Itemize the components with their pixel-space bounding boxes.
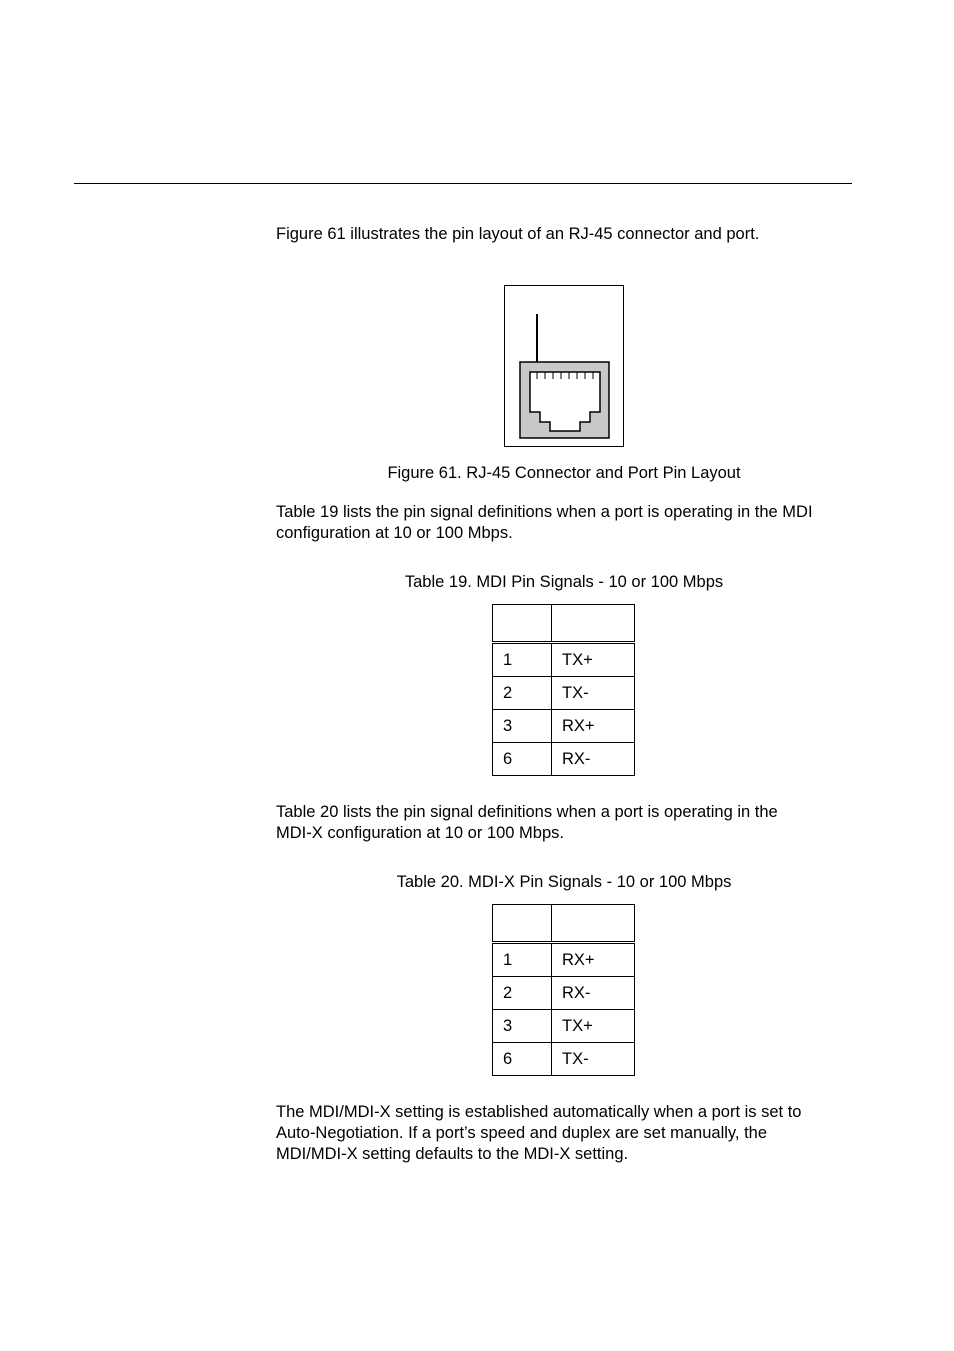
pin-header — [493, 905, 552, 943]
signal-cell: RX+ — [552, 943, 635, 977]
signal-cell: TX+ — [552, 1010, 635, 1043]
table20-intro — [276, 802, 856, 844]
signal-header — [552, 605, 635, 643]
table-header-row — [493, 905, 635, 943]
table19-intro-line1: Table 19 lists the pin signal definitions when a port is operating in the MDI — [276, 503, 813, 521]
closing-line1: The MDI/MDI-X setting is established automatically when a port is set to — [276, 1103, 802, 1121]
header-rule — [74, 183, 852, 184]
table20-caption: Table 20. MDI-X Pin Signals - 10 or 100 Mbps — [396, 873, 732, 891]
signal-cell: RX- — [552, 743, 635, 776]
intro-paragraph — [276, 224, 856, 245]
closing-line3: MDI/MDI-X setting defaults to the MDI-X setting. — [276, 1145, 629, 1163]
pin-cell: 2 — [493, 677, 552, 710]
table19 — [492, 604, 635, 776]
pin-cell: 1 — [493, 643, 552, 677]
table20-intro-line1: Table 20 lists the pin signal definitions when a port is operating in the — [276, 803, 778, 821]
table-row — [493, 643, 635, 677]
signal-cell: TX- — [552, 1043, 635, 1076]
table19-intro-line2: configuration at 10 or 100 Mbps. — [276, 524, 513, 542]
table19-caption: Table 19. MDI Pin Signals - 10 or 100 Mbps — [404, 573, 724, 591]
signal-cell: RX- — [552, 977, 635, 1010]
signal-cell: TX- — [552, 677, 635, 710]
table-row — [493, 943, 635, 977]
table20-intro-line2: MDI-X configuration at 10 or 100 Mbps. — [276, 824, 564, 842]
table-row — [493, 977, 635, 1010]
signal-header — [552, 905, 635, 943]
pin-cell: 6 — [493, 743, 552, 776]
port-opening — [530, 372, 600, 431]
closing-paragraph — [276, 1102, 856, 1165]
table-row — [493, 677, 635, 710]
intro-line: Figure 61 illustrates the pin layout of an RJ-45 connector and port. — [276, 225, 760, 243]
signal-cell: TX+ — [552, 643, 635, 677]
pin-cell: 1 — [493, 943, 552, 977]
table-header-row — [493, 605, 635, 643]
closing-line2: Auto-Negotiation. If a port’s speed and duplex are set manually, the — [276, 1124, 768, 1142]
rj45-figure — [504, 285, 624, 447]
pin-cell: 2 — [493, 977, 552, 1010]
pin-cell: 6 — [493, 1043, 552, 1076]
table-row — [493, 1043, 635, 1076]
pin-header — [493, 605, 552, 643]
pin-cell: 3 — [493, 1010, 552, 1043]
table-row — [493, 1010, 635, 1043]
figure-caption: Figure 61. RJ-45 Connector and Port Pin Layout — [387, 464, 741, 482]
table-row — [493, 710, 635, 743]
table19-intro — [276, 502, 856, 544]
table20 — [492, 904, 635, 1076]
table-row — [493, 743, 635, 776]
rj45-port-drawing — [505, 286, 623, 446]
signal-cell: RX+ — [552, 710, 635, 743]
pin-cell: 3 — [493, 710, 552, 743]
